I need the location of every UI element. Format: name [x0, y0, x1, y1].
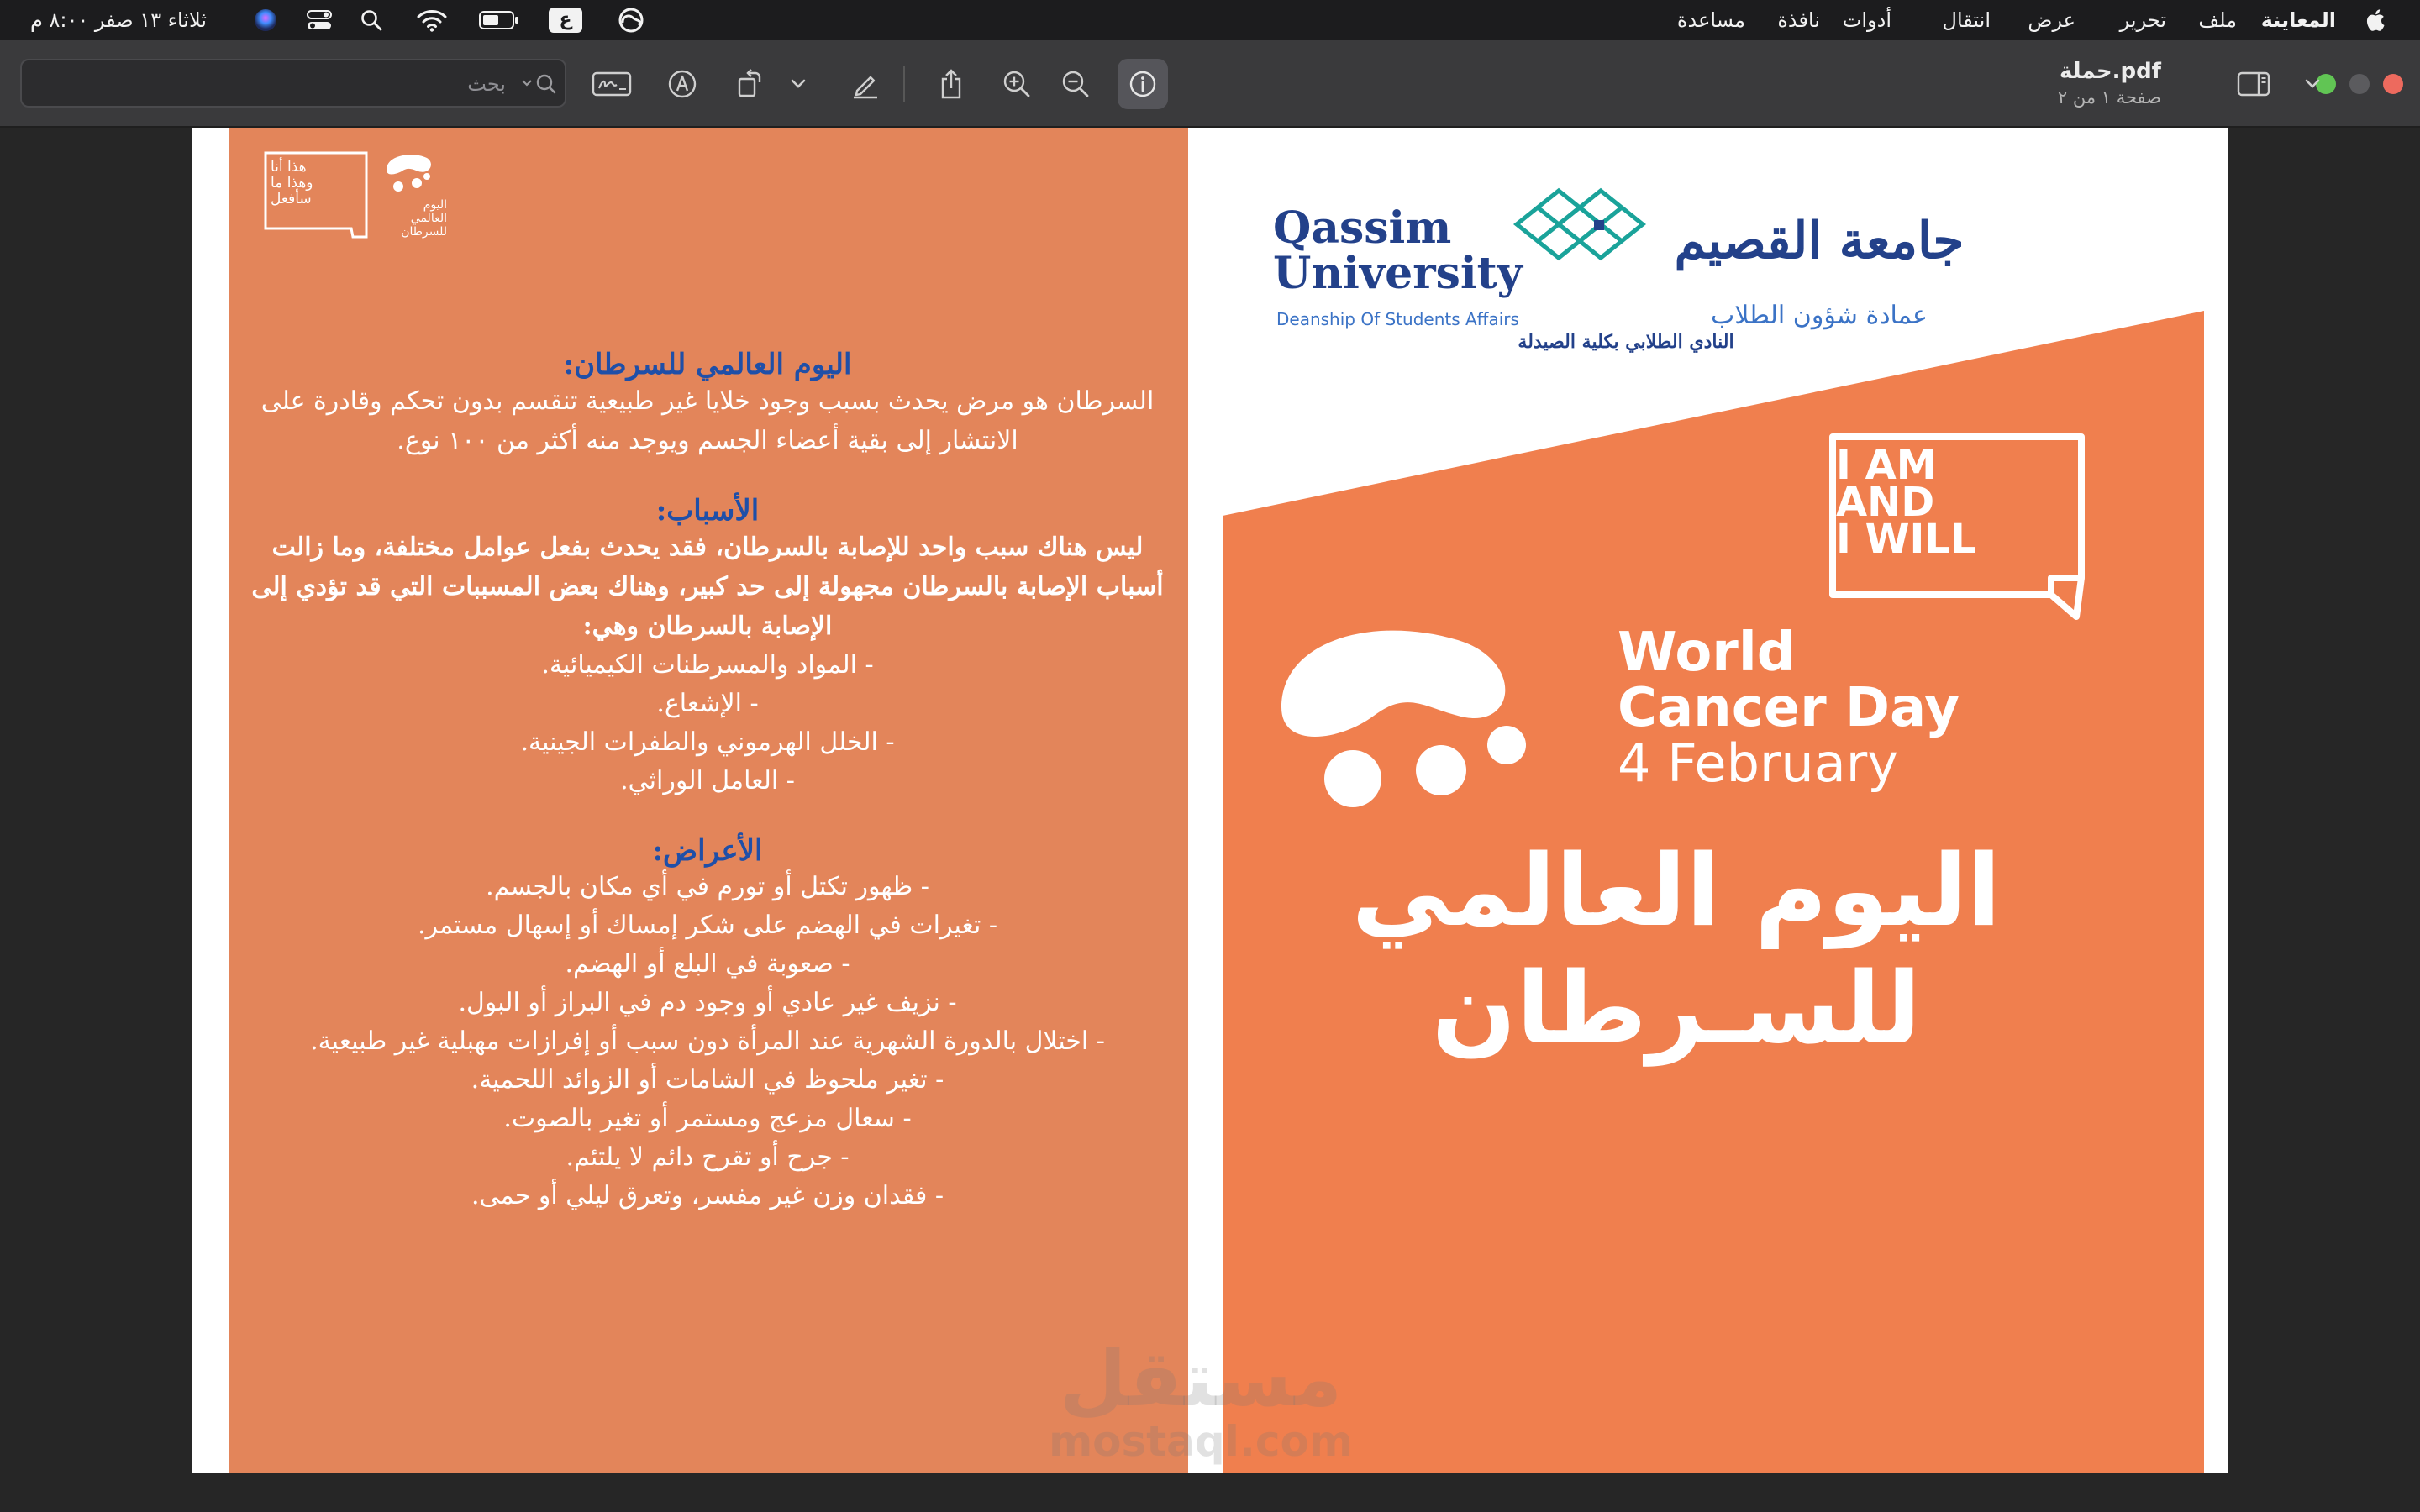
wifi-icon[interactable] — [413, 0, 450, 40]
list-item: - تغيرات في الهضم على شكر إمساك أو إسهال مستمر. — [417, 911, 998, 940]
annotate-button[interactable] — [657, 59, 708, 109]
zoom-out-icon — [1061, 70, 1090, 98]
slogan-line: AND — [1836, 479, 1935, 526]
document-title[interactable]: حملة.pdf — [2060, 59, 2161, 84]
list-item: - ظهور تكتل أو تورم في أي مكان بالجسم. — [486, 872, 929, 901]
apple-icon[interactable] — [2363, 7, 2390, 34]
list-item: - الإشعاع. — [656, 689, 759, 718]
logo-bubble-line: سأفعل — [271, 191, 312, 207]
input-source-icon[interactable]: ع — [546, 0, 585, 40]
world-cancer-day-logo — [262, 150, 464, 250]
list-item: - صعوبة في البلع أو الهضم. — [565, 949, 850, 979]
logo-caption — [380, 198, 447, 239]
info-panel — [229, 128, 1188, 1473]
club-name-ar: النادي الطلابي بكلية الصيدلة — [1518, 331, 1734, 353]
section-symptoms — [245, 834, 1170, 1215]
logo-bubble-line: هذا أنا — [271, 159, 307, 176]
event-title-line: World — [1618, 622, 1796, 684]
menu-window[interactable]: نافذة — [1777, 8, 1820, 32]
list-item: - تغير ملحوظ في الشامات أو الزوائد اللحمية. — [471, 1065, 944, 1095]
page-indicator: صفحة ١ من ٢ — [2057, 87, 2161, 108]
ribbon-symbol-icon — [380, 150, 439, 197]
slogan-line: I WILL — [1836, 516, 1976, 563]
sidebar-toggle-button[interactable] — [2228, 59, 2279, 109]
preview-toolbar — [0, 40, 2420, 128]
zoom-out-button[interactable] — [1050, 59, 1101, 109]
section-heading: الأعراض: — [652, 834, 763, 868]
watermark-en: mostaql.com — [1049, 1417, 1353, 1466]
battery-icon[interactable] — [477, 0, 521, 40]
logo-bubble-line: وهذا ما — [271, 175, 313, 192]
event-title-line: Cancer Day — [1618, 677, 1960, 739]
menu-view[interactable]: عرض — [2028, 8, 2075, 32]
article-text — [245, 348, 1170, 1249]
university-lattice-icon — [1508, 186, 1660, 262]
event-date: 4 February — [1618, 732, 1898, 794]
toolbar-divider — [903, 66, 905, 102]
rotate-options-chevron[interactable] — [781, 59, 815, 109]
menu-file[interactable]: ملف — [2198, 8, 2237, 32]
menu-help[interactable]: مساعدة — [1676, 8, 1745, 32]
signature-icon — [592, 70, 632, 98]
list-item: - الخلل الهرموني والطفرات الجينية. — [520, 727, 895, 757]
event-title-ar-2: للسـرطان — [1431, 950, 1922, 1066]
zoom-in-button[interactable] — [992, 59, 1042, 109]
logo-caption-line: العالمي — [410, 212, 447, 225]
list-item: - نزيف غير عادي أو وجود دم في البراز أو البول. — [458, 988, 957, 1017]
list-item: - سعال مزعج ومستمر أو تغير بالصوت. — [503, 1104, 912, 1133]
qassim-university-logo — [1273, 186, 2164, 388]
share-icon — [939, 68, 964, 100]
search-field[interactable] — [20, 59, 566, 108]
section-heading: اليوم العالمي للسرطان: — [563, 348, 852, 381]
section-definition — [245, 348, 1170, 460]
logo-caption-line: اليوم — [423, 198, 447, 212]
list-item: - المواد والمسرطنات الكيميائية. — [541, 650, 874, 680]
deanship-name-en: Deanship Of Students Affairs — [1276, 309, 1519, 329]
siri-icon[interactable] — [250, 0, 281, 40]
document-viewer[interactable] — [0, 128, 2420, 1512]
minimize-window-button[interactable] — [2349, 74, 2370, 94]
inspector-button[interactable] — [1118, 59, 1168, 109]
university-name-en-2: University — [1273, 248, 1523, 299]
slogan-line: I AM — [1836, 442, 1937, 489]
list-item: - جرح أو تقرح دائم لا يلتئم. — [566, 1142, 850, 1172]
share-button[interactable] — [926, 59, 976, 109]
section-causes — [245, 494, 1170, 801]
chevron-down-icon — [2305, 79, 2320, 89]
rotate-button[interactable] — [724, 59, 775, 109]
deanship-name-ar: عمادة شؤون الطلاب — [1711, 301, 1928, 330]
section-body: السرطان هو مرض يحدث بسبب وجود خلايا غير طبيعية تنقسم بدون تحكم وقادرة على الانتشار إلى بقية أعضاء الجسم ويوجد منه أكثر من ١٠٠ نوع. — [260, 386, 1155, 455]
logo-bubble-text — [271, 160, 363, 207]
control-center-icon[interactable] — [302, 0, 336, 40]
rotate-icon — [735, 69, 764, 99]
menu-app-name[interactable]: المعاينة — [2260, 8, 2336, 32]
list-item: - العامل الوراثي. — [620, 766, 795, 795]
menu-edit[interactable]: تحرير — [2119, 8, 2166, 32]
pdf-page — [192, 128, 2228, 1473]
spotlight-search-icon[interactable] — [356, 0, 387, 40]
university-name-en-1: Qassim — [1273, 202, 1452, 254]
creative-cloud-icon[interactable] — [612, 0, 650, 40]
info-icon — [1128, 70, 1157, 98]
section-heading: الأسباب: — [655, 494, 760, 528]
search-icon — [519, 72, 558, 96]
logo-caption-line: للسرطان — [401, 225, 447, 239]
sidebar-icon — [2237, 71, 2270, 97]
menu-go[interactable]: انتقال — [1942, 8, 1991, 32]
zoom-in-icon — [1002, 70, 1031, 98]
university-name-ar: جامعة القصيم — [1674, 212, 1965, 270]
event-title-ar-1: اليوم العالمي — [1351, 832, 2002, 948]
watermark-ar: مستقل — [1059, 1334, 1343, 1424]
section-body: ليس هناك سبب واحد للإصابة بالسرطان، فقد يحدث بفعل عوامل مختلفة، وما زالت أسباب الإصابة بالسرطان مجهولة إلى حد كبير، وهناك بعض المسببات التي قد تؤدي إلى الإصابة بالسرطان وهي: — [251, 533, 1164, 641]
menu-bar — [0, 0, 2420, 40]
sign-button[interactable] — [587, 59, 637, 109]
menu-tools[interactable]: أدوات — [1842, 8, 1891, 32]
menu-clock[interactable]: ثلاثاء ١٣ صفر ٨:٠٠ م — [30, 8, 207, 32]
chevron-down-icon — [791, 79, 806, 89]
list-item: - فقدان وزن غير مفسر، وتعرق ليلي أو حمى. — [471, 1181, 944, 1210]
markup-button[interactable] — [840, 59, 891, 109]
world-cancer-day-symbol-icon — [1273, 623, 1592, 816]
pen-circle-icon — [667, 69, 697, 99]
close-window-button[interactable] — [2383, 74, 2403, 94]
pencil-icon — [850, 69, 881, 99]
list-item: - اختلال بالدورة الشهرية عند المرأة دون سبب أو إفرازات مهبلية غير طبيعية. — [310, 1026, 1105, 1056]
cover-panel — [1223, 128, 2204, 1473]
sidebar-options-chevron[interactable] — [2296, 59, 2329, 109]
search-input[interactable] — [35, 66, 506, 102]
